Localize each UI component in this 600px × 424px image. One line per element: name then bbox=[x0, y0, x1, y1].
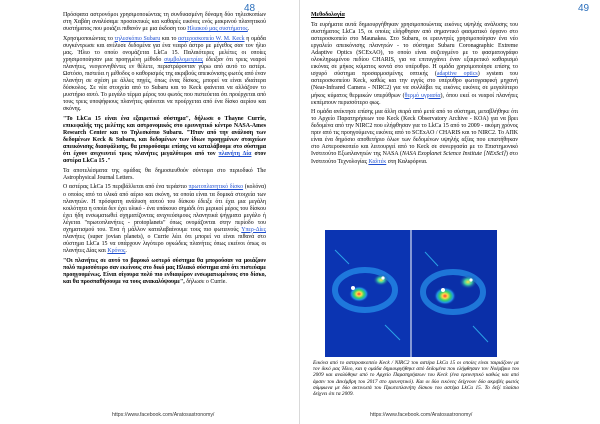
text-run: δήλωσε ο Currie. bbox=[184, 278, 227, 285]
inline-link[interactable]: αστεροσκοπείο W. M. Keck bbox=[178, 35, 245, 42]
paragraph bbox=[311, 109, 518, 165]
footer-link[interactable]: https://www.facebook.com/Aratosastronomy/ bbox=[112, 412, 215, 418]
figure-image bbox=[325, 230, 497, 357]
inline-link[interactable]: θερμό υγρασία bbox=[404, 92, 441, 99]
inline-link[interactable]: Υπερ-Δίες bbox=[241, 226, 266, 233]
inline-link[interactable]: adaptive optics bbox=[436, 71, 478, 78]
text-column bbox=[311, 12, 518, 168]
text-run: πλανήτες (super jovian planets), ο Currie λέει ότι μπορεί να είναι πιθανά στο σύστημα LkCa 15 να υπάρχουν λιγότερο ογκώδεις πλανήτες όπως εκείνοι όπως οι πλανήτες Δίας και bbox=[63, 233, 266, 254]
paragraph bbox=[63, 168, 266, 182]
text-run: ) system του αστεροσκοπείου Keck, καθώς και την εγγύς στο υπέρυθρο φωτογραφική μηχανή (Near-Infrared Camera - NIRC2) για να συλλάβει τις εικόνες εικόνες σε μεγαλύτερο μήκος κύματος θερμικών υπερύθρων ( bbox=[311, 71, 519, 99]
inline-link[interactable]: συμβολομετρίας bbox=[164, 56, 204, 63]
text-run: έδειξαν ότι τρεις νεαροί πλανήτες, νεογεννηθέντες εν θέλετε, περιστρέφονταν γύρω από αυτό το αστέρι. Ωστόσο, πιστεύει η μέθοδος ο καθορισμός της ακριβούς απεικόνισης φωτός από έναν πλανήτη σε σχέση με άλλες πηγές, όπως ένας δίσκος, μπορεί να είναι ιδιαίτερα δύσκολος. Σε νέα στοιχεία από το Subaru και το Keck φαίνεται να αλλάζουν το μυστήριο αυτό. Το μεγάλο τέρμα μέρος του φωτός που πιστεύεται ότι προέρχεται από τους τρεις υποψήφιους πλανήτες φαίνεται να προέρχεται από ένα δίσκο αερίου και σκόνης. bbox=[63, 56, 266, 113]
text-run: Πρόσφατα αστρονόμοι χρησιμοποιώντας τη συνδυασμένη δύναμη δύο τηλεσκοπίων στη Χαβάη αναλύσαμε προσεκτικές και καθαρές εικόνες ενός μακρινού πλανητικού συστήματος που μοιάζει πιθανόν με μια έκδοση του bbox=[63, 12, 266, 33]
page-number: 49 bbox=[578, 3, 590, 14]
text-run: "Οι πλανήτες σε αυτό το βαρυκό ωστερό σύστημα θα μπορούσαν να μοιάζουν πολύ περισσότερο σαν εκείνους στο δικό μας Ηλιακό σύστημα από ότι πιστεύαμε προηγουμένως. Είναι σίγουρα πολύ πιο ενδιαφέρον ενσωματωμένους στο δίσκο, και θα προσπαθήσουμε να τους ανακαλύψουμε", bbox=[63, 257, 266, 285]
text-run: στη Καλιφόρνια. bbox=[386, 158, 428, 165]
text-run: ) στο Ινστιτούτο Τεχνολογίας bbox=[311, 151, 518, 165]
text-run: ), όπου εκεί οι νεαροί πλανήτες εκπέμπουν περισσότερο φως. bbox=[311, 92, 518, 106]
text-run: Τα αποτελέσματα της ομάδας θα δημοσιευθούν σύντομα στο περιοδικό The Astrophysical Journal Letters. bbox=[63, 167, 266, 181]
right-page bbox=[300, 0, 600, 424]
text-run: Ο αστέρας LkCa 15 περιβάλλεται από ένα τεράστιο bbox=[63, 184, 189, 191]
page-number: 48 bbox=[244, 3, 256, 14]
inline-link[interactable]: πρωτοπλανητικό δίσκο bbox=[188, 184, 244, 191]
inline-link[interactable]: τηλεσκόπιο Subaru bbox=[114, 35, 161, 42]
inline-link[interactable]: πλανήτη Δία bbox=[218, 151, 252, 158]
section-heading: Μεθοδολογία bbox=[311, 12, 345, 18]
inline-link[interactable]: Ηλιακού μας συστήματος bbox=[187, 26, 248, 33]
inline-link[interactable]: Κρόνος bbox=[107, 247, 126, 254]
paragraph bbox=[63, 36, 266, 114]
text-run: Χρησιμοποιώντας το bbox=[63, 35, 115, 42]
inline-link[interactable]: Καλτέκ bbox=[368, 158, 387, 165]
text-run: Τα ευρήματα αυτά δημιουργήθηκαν χρησιμοποιώντας εικόνες υψηλής ανάλυσης του συστήματος LkCa 15, οι οποίες ελήφθησαν από σημαντικό φασματικό όργανο στο αστεροσκοπείο στο Maunakea. Στο Subaru, οι ερευνητές χρησιμοποίησαν ένα νέο εργαλείο απεικόνισης πλανητών - το σύστημα Subaru Coronagraphic Extreme Adaptive Optics (SCExAO), το οποίο είναι συζευγμένο με το φασματογράφο ολοκληρωμένου πεδίου CHARIS, για να επιτυγχάνει έναν εξαιρετικό καθαρισμό εικόνας σε μήκος κύματος κοντά στο υπέρυθρο. Η ομάδα χρησιμοποίησε επίσης το ισχυρό σύστημα προσαρμοσμένης οπτικής ( bbox=[311, 22, 518, 78]
footer-link[interactable]: https://www.facebook.com/Aratosastronomy/ bbox=[370, 412, 473, 418]
text-run: και το bbox=[160, 35, 179, 42]
text-run: στον αστέρα LkCa 15 ." bbox=[63, 151, 266, 165]
paragraph bbox=[63, 116, 266, 165]
figure-caption: Εικόνα από το αστεροσκοπείο Keck / NIRC2 του αστέρα LkCa 15 οι οποίες είναι ταιριάζουν με τον δικό μας Ήλιο, και η ομάδα δημιουργήθηκε από δεδομένα που ελήφθησαν τον Νοέμβριο του 2009 και αναλύθηκε από το Αρχείο Παρατηρήσεων του Keck (ένα ερευνητικό καθώς και από άρσεν του Δεκέμβρη του 2017 στο ερευνητικό). Και οι δύο εικόνες δείχνουν δύο ακριβές φωτός σύμφωνα με δύο ακτινωτά του Πρωτοπλανήτη δίσκου του αστέρα LkCa 15. Το δεξί πλαίσιο δείχνει ότι τα 2009. bbox=[313, 360, 519, 398]
text-column bbox=[63, 12, 266, 288]
text-run: . bbox=[125, 247, 127, 254]
paragraph bbox=[63, 258, 266, 286]
paragraph bbox=[63, 184, 266, 254]
paragraph bbox=[63, 12, 266, 33]
text-run: "Το LkCa 15 είναι ένα εξαιρετικό σύστημα", δήλωσε ο Thayne Currie, επικεφαλής της μελέτης και αστρονομικός στο ερευνητικό κέντρο NASA-Ames Research Center και το Τηλεσκόπιο Subaru. "Ήταν από την ανάλυση των δεδομένων Keck & Subaru, και δεδομένων των ίδιων προηγμένων στοιχείων απεικόνισης διασφάλισης, θα μπορούσαμε επίσης να καταλάβουμε στο σύστημα ότι έχουν ανιχνευτεί τρεις πλανήτες μεγαλύτεροι από τον bbox=[63, 115, 266, 158]
text-run: NASA Exoplanet Science Institute [NExScI] bbox=[401, 151, 506, 158]
paragraph bbox=[311, 22, 518, 107]
text-run: . bbox=[247, 26, 250, 33]
text-run: (κολόνα) ο οποίος από τα υλικά από αέριο και σκόνη, τα οποία είναι τα δομικά στοιχεία των πλανητών. Η πρόσφατη ανάλυση αυτού του δίσκου έδειξε ότι έχει μια μεγάλη κοιλότητα η οποία δεν έχει υλικό - ένα υπάκουο σημάδι ότι μερικοί μέρος του δίσκου έχει ήδη ενσωματωθεί σχηματίζοντας ανιχνεύσιμους πλανητικά ψήγματα μεγάλο ή λέγεται "πρωτοπλανήτες - protoplanets" όπως ονομάζονται στην περίοδο του σχηματισμού του. Ένα ή μάλλον καταλαβαίνουμε τους πιο φωτεινούς bbox=[63, 184, 266, 233]
text-run: Η ομάδα ανέκτησε επίσης μια άλλη σειρά από μετά από το σύστημα, μεταβλήθηκε ότι το Αρχείο Παρατηρήσεων του Keck (Keck Observatory Archive - KOA) για να βρει δεδομένα από την NIRC2 που ελήφθησαν για το LkCa 15 από το 2009 - ακόμη χρόνος πριν από τις προηγούμενες εικόνες από το SCExAO / CHARIS και το NIRC2. Το ΑΠΚ είναι ένα δημόσιο αποθετήριο όλων των δεδομένων υψηλής αξίας που επιστήθηκαν στο Αστεροσκοπείο και λειτουργεί από το Keck σε συνεργασία με το Επιστημονικό Ινστιτούτο Εξωπλανητών της NASA ( bbox=[311, 109, 518, 158]
text-run: η ομάδα συγκέντρωσε και ανέλυσε δεδομένα για ένα νεαρό άστρο με μέγεθος σαν τον ήλιο μας. Ήλιο το οποίο ονομάζεται LkCa 15. Παλαιότερες μελέτες οι οποίες χρησιμοποίησαν μια προηγμένη μέθοδο bbox=[63, 35, 266, 63]
